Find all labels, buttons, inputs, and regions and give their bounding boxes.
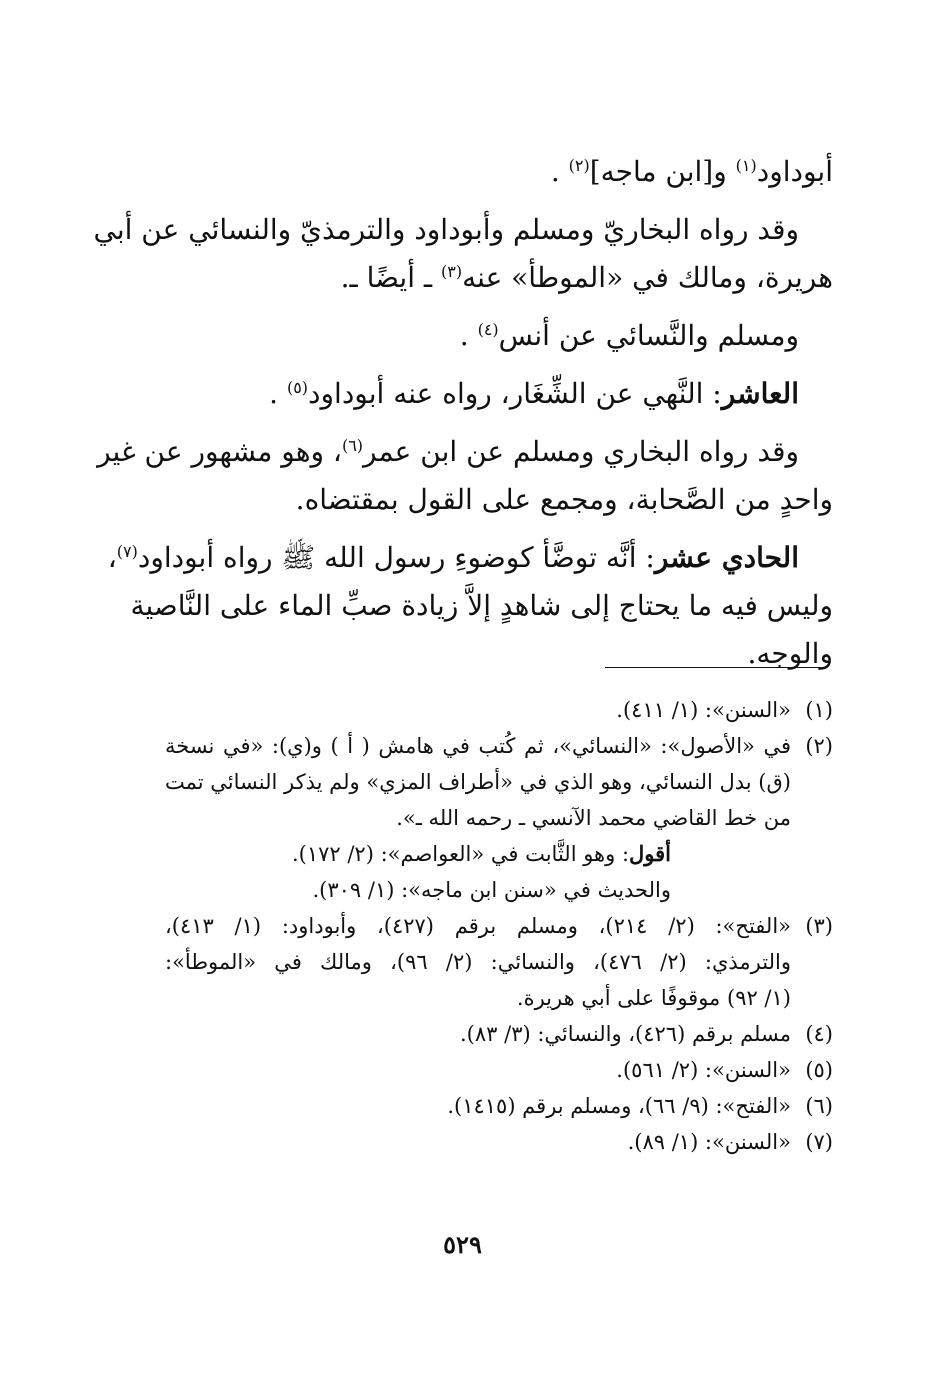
comment-label: أقول — [629, 841, 671, 866]
text-run: ، — [107, 541, 117, 574]
footnote-ref[interactable]: (٥) — [286, 378, 309, 397]
footnote-text: «الفتح»: (٩/ ٦٦)، ومسلم برقم (١٤١٥). — [447, 1094, 791, 1118]
footnote-5 — [165, 1052, 833, 1088]
body-line — [165, 312, 833, 360]
footnote-1 — [165, 692, 833, 728]
footnote-ref[interactable]: (٤) — [477, 320, 499, 339]
text-run: وقد رواه البخاري ومسلم عن ابن عمر — [363, 435, 799, 468]
footnote-text: «السنن»: (١/ ٤١١). — [616, 698, 791, 722]
main-text — [93, 148, 833, 678]
footnote-ref[interactable]: (١) — [735, 156, 757, 175]
footnote-number: (٤) — [805, 1022, 833, 1046]
text-run: أبوداود — [756, 155, 833, 188]
footnote-7 — [165, 1124, 833, 1160]
text-run: . — [550, 155, 569, 188]
text-run: : وهو الثَّابت في «العواصم»: (٢/ ١٧٢). — [291, 842, 630, 866]
text-run: هريرة، ومالك في «الموطأ» عنه — [462, 261, 833, 294]
text-run: . — [459, 319, 478, 352]
text-run: : النَّهي عن الشِّغَار، رواه عنه أبوداود — [308, 377, 722, 410]
footnote-number: (٥) — [805, 1058, 833, 1082]
footnote-6 — [165, 1088, 833, 1124]
text-run: ، وهو مشهور عن غير — [97, 435, 342, 468]
text-run: . — [269, 377, 287, 410]
footnote-number: (٧) — [805, 1130, 833, 1154]
footnote-text: مسلم برقم (٤٢٦)، والنسائي: (٣/ ٨٣). — [459, 1022, 791, 1046]
text-run: : أنَّه توضَّأ كوضوءِ رسول الله ﷺ رواه أبوداود — [137, 541, 655, 574]
section-heading: الحادي عشر — [654, 541, 799, 574]
body-line — [165, 370, 833, 418]
footnote-ref[interactable]: (٢) — [568, 156, 590, 175]
body-line — [97, 428, 833, 476]
footnote-text: من خط القاضي محمد الآنسي ـ رحمه الله ـ». — [396, 806, 791, 830]
footnote-number: (٦) — [805, 1094, 833, 1118]
footnote-number: (٣) — [805, 914, 833, 938]
body-line: وليس فيه ما يحتاج إلى شاهدٍ إلاَّ زيادة صبِّ الماء على النَّاصية — [130, 589, 833, 622]
footnote-text: والحديث في «سنن ابن ماجه»: (١/ ٣٠٩). — [312, 878, 671, 902]
footnote-number: (٢) — [805, 734, 833, 758]
section-heading: العاشر — [721, 377, 799, 410]
body-line — [165, 148, 833, 196]
body-line: واحدٍ من الصَّحابة، ومجمع على القول بمقتضاه. — [295, 483, 833, 516]
footnote-number: (١) — [805, 698, 833, 722]
text-run: ـ أيضًا ـ. — [340, 261, 442, 294]
page-number: ٥٢٩ — [443, 1230, 482, 1259]
footnote-ref[interactable]: (٧) — [116, 542, 138, 561]
footnote-text: (١/ ٩٢) موقوفًا على أبي هريرة. — [516, 986, 791, 1010]
footnote-text: «السنن»: (٢/ ٥٦١). — [616, 1058, 791, 1082]
footnote-text — [165, 836, 791, 872]
body-line — [107, 534, 833, 582]
footnote-3 — [165, 908, 833, 1016]
body-line: والوجه. — [747, 637, 833, 670]
footnote-ref[interactable]: (٦) — [341, 436, 364, 455]
footnote-separator — [605, 667, 821, 668]
footnote-text: والترمذي: (٢/ ٤٧٦)، والنسائي: (٢/ ٩٦)، ومالك في «الموطأ»: — [165, 950, 791, 974]
text-run: و[ابن ماجه] — [589, 155, 736, 188]
footnotes — [165, 692, 833, 1160]
footnote-text: «السنن»: (١/ ٨٩). — [627, 1130, 791, 1154]
footnote-text: «الفتح»: (٢/ ٢١٤)، ومسلم برقم (٤٢٧)، وأبوداود: (١/ ٤١٣)، — [165, 914, 791, 938]
body-line: وقد رواه البخاريّ ومسلم وأبوداود والترمذيّ والنسائي عن أبي — [93, 213, 799, 246]
footnote-ref[interactable]: (٣) — [441, 262, 463, 281]
body-line — [165, 254, 833, 302]
footnote-text: (ق) بدل النسائي، وهو الذي في «أطراف المزي» ولم يذكر النسائي تمت — [165, 770, 791, 794]
footnote-4 — [165, 1016, 833, 1052]
footnote-text: في «الأصول»: «النسائي»، ثم كُتب في هامش ( أ ) و(ي): «في نسخة — [165, 734, 791, 758]
text-run: ومسلم والنَّسائي عن أنس — [498, 319, 799, 352]
footnote-2 — [165, 728, 833, 908]
